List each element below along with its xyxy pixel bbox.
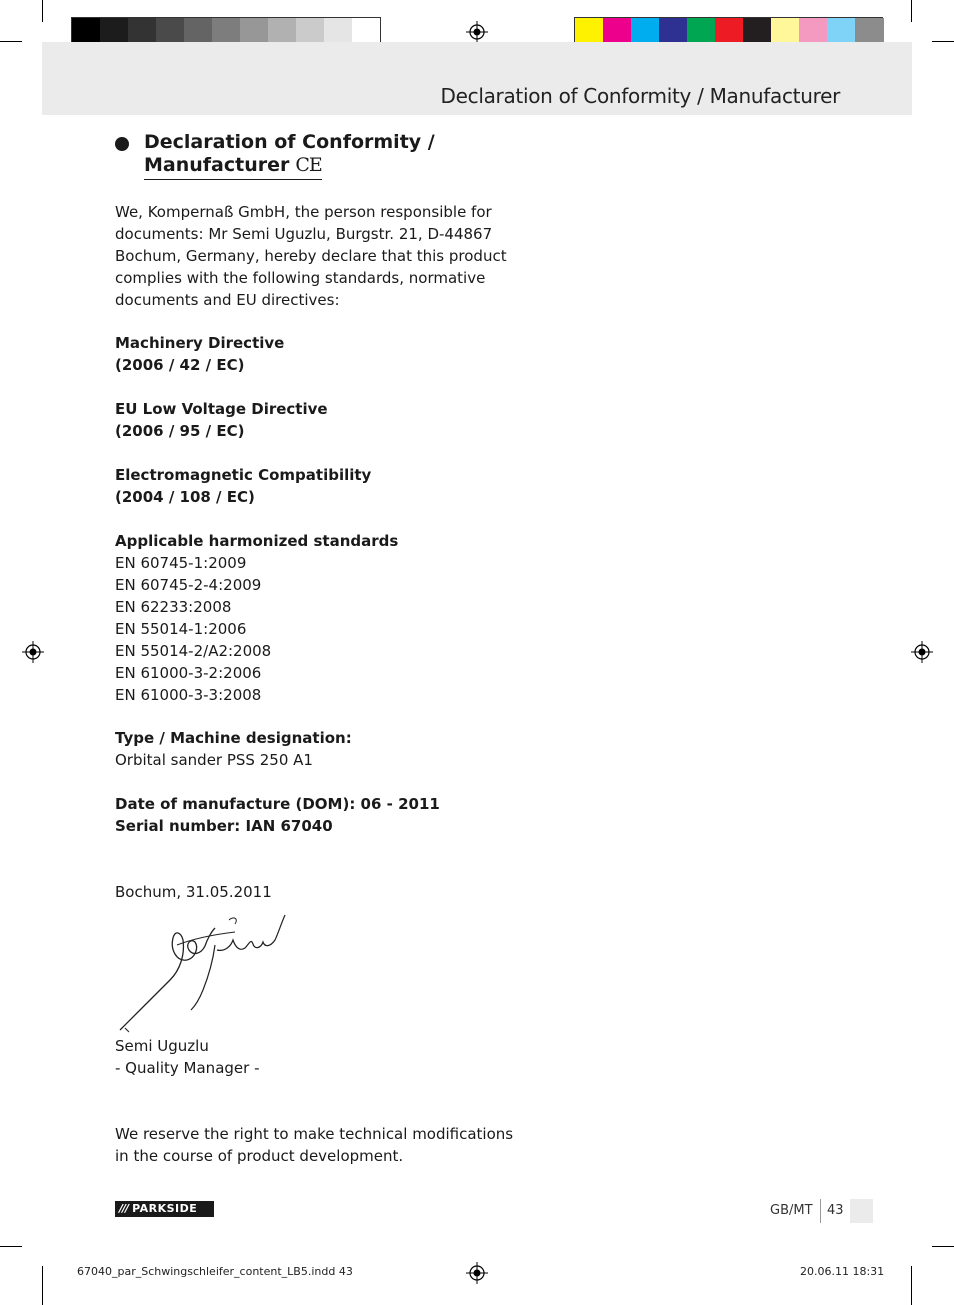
signer-role: - Quality Manager - — [115, 1059, 260, 1077]
crop-mark — [42, 0, 43, 22]
logo-text: PARKSIDE — [132, 1202, 198, 1215]
standards-block — [115, 530, 475, 706]
signer-block — [115, 1035, 475, 1079]
standard-item: EN 62233:2008 — [115, 598, 232, 616]
standard-item: EN 55014-2/A2:2008 — [115, 642, 272, 660]
directive-name: Machinery Directive — [115, 334, 285, 352]
standards-heading: Applicable harmonized standards — [115, 532, 399, 550]
registration-mark-icon — [466, 1262, 488, 1284]
standard-item: EN 61000-3-3:2008 — [115, 686, 262, 704]
place-date: Bochum, 31.05.2011 — [115, 883, 272, 901]
machine-heading: Type / Machine designation: — [115, 729, 352, 747]
directive-code: (2006 / 95 / EC) — [115, 422, 245, 440]
footer-box — [850, 1199, 873, 1223]
standard-item: EN 60745-2-4:2009 — [115, 576, 262, 594]
registration-mark-icon — [466, 21, 488, 43]
section-heading-text: Manufacturer — [144, 154, 290, 176]
section-heading — [144, 131, 435, 180]
crop-mark — [932, 41, 954, 42]
language-code: GB/MT — [770, 1203, 813, 1218]
slug-filename: 67040_par_Schwingschleifer_content_LB5.indd 43 — [77, 1265, 353, 1278]
bullet-icon — [115, 137, 129, 151]
manufacture-block — [115, 793, 475, 837]
directive-machinery — [115, 332, 475, 376]
signer-name: Semi Uguzlu — [115, 1037, 209, 1055]
logo-stripes: /// — [119, 1202, 129, 1215]
serial-number: Serial number: IAN 67040 — [115, 817, 333, 835]
manufacture-date: Date of manufacture (DOM): 06 - 2011 — [115, 795, 440, 813]
intro-line: Bochum, Germany, hereby declare that this product — [115, 247, 507, 265]
crop-mark — [0, 41, 22, 42]
section-heading-line1: Declaration of Conformity / — [144, 131, 435, 153]
machine-block — [115, 727, 475, 771]
intro-line: complies with the following standards, normative — [115, 269, 486, 287]
disclaimer-line: in the course of product development. — [115, 1147, 404, 1165]
crop-mark — [911, 0, 912, 22]
standard-item: EN 55014-1:2006 — [115, 620, 247, 638]
intro-line: documents: Mr Semi Uguzlu, Burgstr. 21, D-44867 — [115, 225, 493, 243]
standard-item: EN 61000-3-2:2006 — [115, 664, 262, 682]
directive-emc — [115, 464, 475, 508]
page-title: Declaration of Conformity / Manufacturer — [440, 84, 840, 108]
directive-name: EU Low Voltage Directive — [115, 400, 328, 418]
standard-item: EN 60745-1:2009 — [115, 554, 247, 572]
footer-divider — [820, 1199, 821, 1223]
crop-mark — [42, 1266, 43, 1305]
directive-low-voltage — [115, 398, 475, 442]
crop-mark — [932, 1246, 954, 1247]
signature-icon — [115, 910, 295, 1035]
machine-value: Orbital sander PSS 250 A1 — [115, 751, 313, 769]
directive-code: (2004 / 108 / EC) — [115, 488, 255, 506]
crop-mark — [0, 1246, 22, 1247]
ce-mark-icon: CE — [295, 154, 322, 176]
directive-name: Electromagnetic Compatibility — [115, 466, 372, 484]
registration-mark-icon — [911, 641, 933, 663]
intro-line: documents and EU directives: — [115, 291, 340, 309]
intro-paragraph — [115, 201, 507, 311]
crop-mark — [911, 1266, 912, 1305]
section-heading-line2 — [144, 154, 322, 180]
parkside-logo — [115, 1201, 214, 1217]
intro-line: We, Kompernaß GmbH, the person responsible for — [115, 203, 492, 221]
disclaimer-line: We reserve the right to make technical modifications — [115, 1125, 514, 1143]
disclaimer — [115, 1123, 514, 1167]
page-number: 43 — [827, 1203, 844, 1218]
slug-timestamp: 20.06.11 18:31 — [800, 1265, 885, 1278]
directive-code: (2006 / 42 / EC) — [115, 356, 245, 374]
registration-mark-icon — [22, 641, 44, 663]
